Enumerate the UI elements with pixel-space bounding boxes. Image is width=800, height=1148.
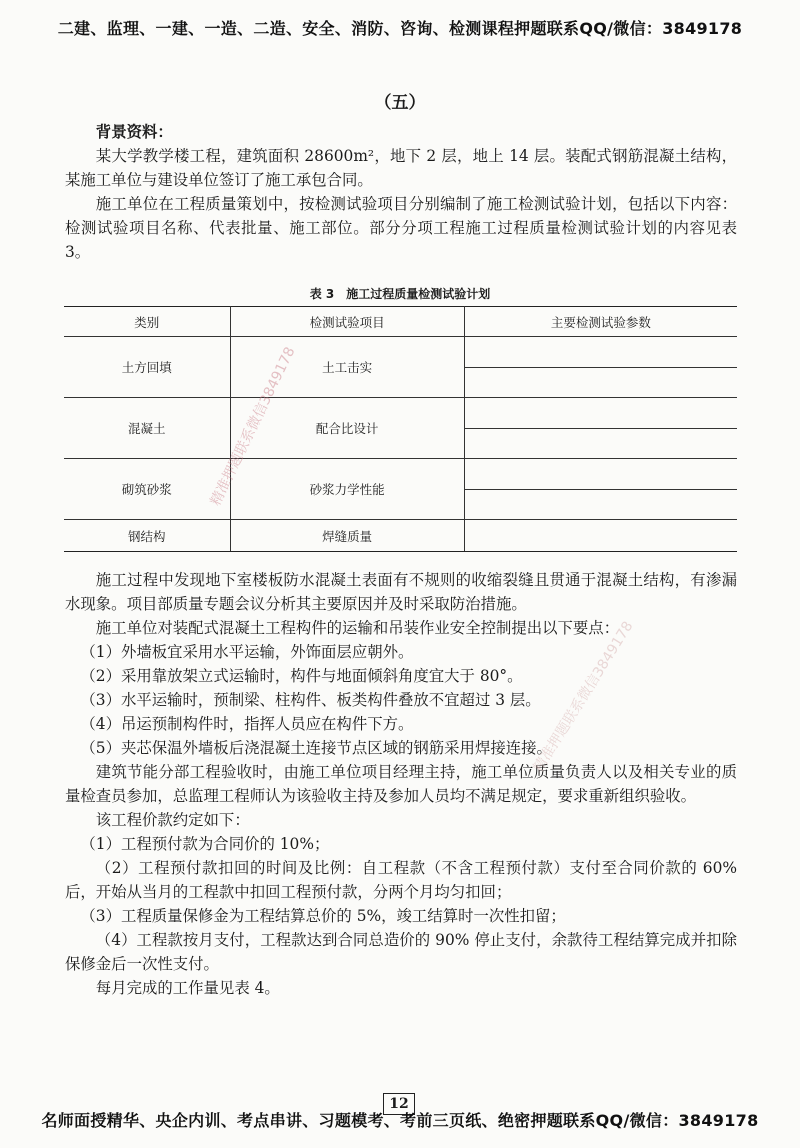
section-number: （五） [374, 93, 426, 113]
header-test-params: 主要检测试验参数 [464, 307, 737, 337]
background-paragraph-2: 施工单位在工程质量策划中，按检测试验项目分别编制了施工检测试验计划，包括以下内容：检测试验项目名称、代表批量、施工部位。部分分项工程施工过程质量检测试验计划的内容见表 3。 [65, 195, 737, 261]
bottom-promo-banner: 名师面授精华、央企内训、考点串讲、习题模考、考前三页纸、绝密押题联系QQ/微信：3849178 [41, 1111, 759, 1130]
inspection-plan-table [64, 306, 737, 552]
watermark-text: 精准押题联系微信3849178 [207, 344, 299, 509]
table-row [64, 398, 737, 459]
row-params-blank [464, 398, 737, 459]
row-category: 土方回填 [64, 337, 230, 398]
row-params-blank [464, 337, 737, 398]
row-category: 混凝土 [64, 398, 230, 459]
list-item: （3）工程质量保修金为工程结算总价的 5%，竣工结算时一次性扣留； [80, 907, 566, 925]
row-test-item: 砂浆力学性能 [230, 459, 464, 520]
top-promo-banner: 二建、监理、一建、一造、二造、安全、消防、咨询、检测课程押题联系QQ/微信：3849178 [57, 19, 743, 38]
watermark-text: 精准押题联系微信3849178 [530, 618, 637, 776]
acceptance-paragraph: 建筑节能分部工程验收时，由施工单位项目经理主持，施工单位质量负责人以及相关专业的质量检查员参加，总监理工程师认为该验收主持及参加人员均不满足规定，要求重新组织验收。 [65, 763, 737, 805]
row-category: 砌筑砂浆 [64, 459, 230, 520]
list-item: （5）夹芯保温外墙板后浇混凝土连接节点区域的钢筋采用焊接连接。 [80, 739, 552, 757]
row-test-item: 配合比设计 [230, 398, 464, 459]
row-test-item: 焊缝质量 [230, 520, 464, 552]
background-heading: 背景资料： [95, 123, 173, 141]
list-item: （3）水平运输时，预制梁、柱构件、板类构件叠放不宜超过 3 层。 [80, 691, 541, 709]
payment-intro: 该工程价款约定如下： [95, 811, 250, 829]
list-item: （4）工程款按月支付，工程款达到合同总造价的 90% 停止支付，余款待工程结算完成并扣除保修金后一次性支付。 [65, 931, 737, 973]
list-item: （1）外墙板宜采用水平运输，外饰面层应朝外。 [80, 643, 414, 661]
list-item: （2）采用靠放架立式运输时，构件与地面倾斜角度宜大于 80°。 [80, 667, 523, 685]
background-paragraph-1: 某大学教学楼工程，建筑面积 28600m²，地下 2 层，地上 14 层。装配式钢筋混凝土结构，某施工单位与建设单位签订了施工承包合同。 [65, 147, 737, 189]
crack-paragraph: 施工过程中发现地下室楼板防水混凝土表面有不规则的收缩裂缝且贯通于混凝土结构，有渗漏水现象。项目部质量专题会议分析其主要原因并及时采取防治措施。 [65, 571, 737, 613]
background-section [65, 120, 737, 264]
row-category: 钢结构 [64, 520, 230, 552]
list-item: （1）工程预付款为合同价的 10%； [80, 835, 330, 853]
row-test-item: 土工击实 [230, 337, 464, 398]
list-item: （4）吊运预制构件时，指挥人员应在构件下方。 [80, 715, 414, 733]
transport-intro: 施工单位对装配式混凝土工程构件的运输和吊装作业安全控制提出以下要点： [95, 619, 620, 637]
page-number: 12 [383, 1093, 415, 1115]
case-content [65, 568, 737, 1000]
table-row [64, 520, 737, 552]
header-category: 类别 [64, 307, 230, 337]
table-header-row [64, 307, 737, 337]
header-test-item: 检测试验项目 [230, 307, 464, 337]
table-row [64, 337, 737, 398]
list-item: （2）工程预付款扣回的时间及比例：自工程款（不含工程预付款）支付至合同价款的 60% 后，开始从当月的工程款中扣回工程预付款，分两个月均匀扣回； [65, 859, 737, 901]
row-params-blank [464, 520, 737, 552]
table-row [64, 459, 737, 520]
closing-paragraph: 每月完成的工作量见表 4。 [95, 979, 280, 997]
table-caption: 表 3 施工过程质量检测试验计划 [309, 287, 491, 301]
row-params-blank [464, 459, 737, 520]
